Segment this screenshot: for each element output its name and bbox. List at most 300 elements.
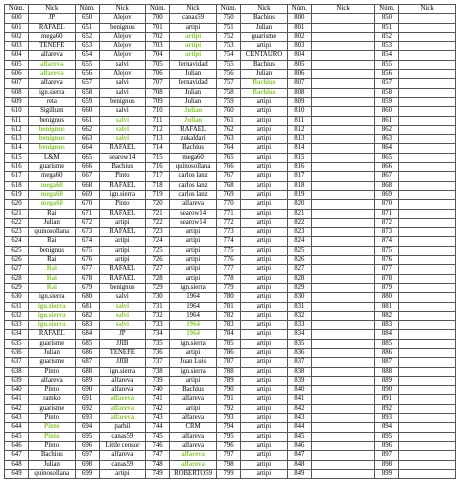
table-row	[5, 274, 456, 283]
number-cell: 680	[75, 293, 99, 302]
nick-cell: Julian	[170, 107, 217, 116]
number-cell: 860	[375, 107, 399, 116]
nick-header: Nick	[29, 5, 76, 14]
nick-cell: alfareva	[99, 451, 146, 460]
number-cell: 690	[75, 386, 99, 395]
nick-cell: TENEFE	[29, 42, 76, 51]
number-cell: 887	[375, 358, 399, 367]
number-cell: 750	[217, 14, 241, 23]
number-cell: 613	[5, 135, 29, 144]
nick-cell	[399, 14, 456, 23]
number-cell: 616	[5, 163, 29, 172]
nick-cell: artipi	[170, 51, 217, 60]
number-cell: 688	[75, 367, 99, 376]
number-cell: 844	[287, 423, 311, 432]
nick-cell: artipi	[170, 256, 217, 265]
number-cell: 889	[375, 376, 399, 385]
num-header: Núm.	[146, 5, 170, 14]
number-cell: 724	[146, 237, 170, 246]
nick-cell	[311, 451, 375, 460]
nick-cell: artipi	[241, 97, 288, 106]
table-row	[5, 469, 456, 478]
nick-cell: artipi	[241, 432, 288, 441]
number-cell: 726	[146, 256, 170, 265]
nick-cell: salvi	[99, 135, 146, 144]
number-cell: 712	[146, 125, 170, 134]
number-cell: 819	[287, 190, 311, 199]
nick-cell: mega60	[29, 172, 76, 181]
number-cell: 728	[146, 274, 170, 283]
number-cell: 667	[75, 172, 99, 181]
nick-cell: JP	[99, 330, 146, 339]
number-cell: 715	[146, 153, 170, 162]
nick-cell	[311, 293, 375, 302]
number-cell: 644	[5, 423, 29, 432]
table-row	[5, 60, 456, 69]
table-row	[5, 14, 456, 23]
nick-cell: artipi	[241, 283, 288, 292]
number-cell: 770	[217, 200, 241, 209]
number-cell: 687	[75, 358, 99, 367]
number-cell: 691	[75, 395, 99, 404]
nick-cell: RAFAEL	[99, 265, 146, 274]
number-cell: 608	[5, 88, 29, 97]
nick-cell	[399, 23, 456, 32]
nick-cell	[399, 79, 456, 88]
number-cell: 699	[75, 469, 99, 478]
nick-cell: artipi	[170, 265, 217, 274]
number-cell: 634	[5, 330, 29, 339]
table-row	[5, 237, 456, 246]
nick-cell: Rai	[29, 256, 76, 265]
nick-cell	[399, 42, 456, 51]
number-cell: 718	[146, 181, 170, 190]
nick-cell	[399, 376, 456, 385]
nick-cell	[399, 404, 456, 413]
nick-cell	[311, 218, 375, 227]
nick-cell	[311, 144, 375, 153]
nick-cell: benignus	[29, 144, 76, 153]
nick-cell	[399, 116, 456, 125]
nick-cell	[399, 274, 456, 283]
table-row	[5, 32, 456, 41]
nick-cell	[399, 135, 456, 144]
number-cell: 811	[287, 116, 311, 125]
nick-cell: artipi	[241, 163, 288, 172]
nick-cell: artipi	[241, 441, 288, 450]
number-cell: 802	[287, 32, 311, 41]
number-cell: 673	[75, 228, 99, 237]
number-cell: 840	[287, 386, 311, 395]
number-cell: 717	[146, 172, 170, 181]
nick-cell: Alejov	[99, 14, 146, 23]
nick-cell	[399, 432, 456, 441]
number-cell: 755	[217, 60, 241, 69]
nick-cell: ramko	[29, 395, 76, 404]
nick-cell: benignus	[29, 125, 76, 134]
number-cell: 769	[217, 190, 241, 199]
nick-cell: alfareva	[99, 376, 146, 385]
nick-cell: artipi	[99, 237, 146, 246]
nick-cell: Julian	[29, 348, 76, 357]
nick-cell: Bachius	[241, 60, 288, 69]
nick-cell	[311, 460, 375, 469]
nick-cell: salvi	[99, 311, 146, 320]
number-cell: 639	[5, 376, 29, 385]
num-header: Núm.	[217, 5, 241, 14]
number-cell: 861	[375, 116, 399, 125]
nick-cell	[399, 51, 456, 60]
number-cell: 736	[146, 348, 170, 357]
nick-cell: alfareva	[29, 376, 76, 385]
number-cell: 788	[217, 367, 241, 376]
nick-cell: RAFAEL	[170, 125, 217, 134]
number-cell: 807	[287, 79, 311, 88]
number-cell: 830	[287, 293, 311, 302]
nick-cell: RAFAEL	[99, 181, 146, 190]
nick-header: Nick	[99, 5, 146, 14]
number-cell: 624	[5, 237, 29, 246]
number-cell: 730	[146, 293, 170, 302]
number-cell: 805	[287, 60, 311, 69]
table-row	[5, 228, 456, 237]
number-cell: 641	[5, 395, 29, 404]
number-cell: 832	[287, 311, 311, 320]
nick-cell	[399, 330, 456, 339]
number-cell: 695	[75, 432, 99, 441]
table-row	[5, 153, 456, 162]
number-cell: 633	[5, 321, 29, 330]
nick-cell: artipi	[99, 218, 146, 227]
num-header: Núm.	[75, 5, 99, 14]
nick-cell	[311, 302, 375, 311]
number-cell: 806	[287, 70, 311, 79]
nick-cell: mega60	[170, 153, 217, 162]
number-cell: 681	[75, 302, 99, 311]
nick-cell	[311, 79, 375, 88]
table-row	[5, 376, 456, 385]
nick-cell	[311, 386, 375, 395]
nick-cell: artipi	[241, 218, 288, 227]
table-row	[5, 116, 456, 125]
nick-cell	[399, 181, 456, 190]
number-cell: 645	[5, 432, 29, 441]
nick-cell: ign.sierra	[170, 367, 217, 376]
number-cell: 884	[375, 330, 399, 339]
number-cell: 747	[146, 451, 170, 460]
number-cell: 693	[75, 414, 99, 423]
nick-cell: artipi	[241, 321, 288, 330]
nick-cell: ign.sierra	[29, 302, 76, 311]
nick-cell	[311, 14, 375, 23]
table-row	[5, 358, 456, 367]
nick-cell	[399, 125, 456, 134]
number-cell: 894	[375, 423, 399, 432]
number-cell: 620	[5, 200, 29, 209]
nick-cell: parbil	[99, 423, 146, 432]
number-cell: 630	[5, 293, 29, 302]
nick-cell	[311, 135, 375, 144]
number-cell: 732	[146, 311, 170, 320]
number-cell: 638	[5, 367, 29, 376]
number-cell: 748	[146, 460, 170, 469]
nick-cell	[399, 107, 456, 116]
number-cell: 847	[287, 451, 311, 460]
number-cell: 612	[5, 125, 29, 134]
nick-cell	[311, 163, 375, 172]
number-cell: 839	[287, 376, 311, 385]
number-cell: 797	[217, 451, 241, 460]
nick-cell: carlos lanz	[170, 181, 217, 190]
nick-cell	[399, 163, 456, 172]
nick-cell: Pinto	[99, 200, 146, 209]
number-cell: 600	[5, 14, 29, 23]
nick-cell: canas59	[99, 432, 146, 441]
nick-cell	[399, 311, 456, 320]
nick-cell	[399, 246, 456, 255]
number-cell: 798	[217, 460, 241, 469]
nick-cell: benignus	[99, 283, 146, 292]
number-cell: 627	[5, 265, 29, 274]
number-cell: 809	[287, 97, 311, 106]
nick-cell: ign.sierra	[29, 321, 76, 330]
number-cell: 658	[75, 88, 99, 97]
nick-cell: mega60	[29, 200, 76, 209]
number-cell: 821	[287, 209, 311, 218]
number-cell: 803	[287, 42, 311, 51]
number-cell: 870	[375, 200, 399, 209]
table-row	[5, 209, 456, 218]
assignment-table	[4, 4, 456, 479]
number-cell: 793	[217, 414, 241, 423]
nick-cell: ign.sierra	[170, 283, 217, 292]
nick-cell: artipi	[170, 228, 217, 237]
nick-cell	[399, 70, 456, 79]
table-row	[5, 163, 456, 172]
number-cell: 640	[5, 386, 29, 395]
number-cell: 822	[287, 218, 311, 227]
number-cell: 867	[375, 172, 399, 181]
number-cell: 775	[217, 246, 241, 255]
number-cell: 800	[287, 14, 311, 23]
number-cell: 810	[287, 107, 311, 116]
nick-cell: Rai	[29, 237, 76, 246]
nick-cell: ign.sierra	[170, 339, 217, 348]
nick-cell	[311, 88, 375, 97]
nick-header: Nick	[170, 5, 217, 14]
nick-cell	[399, 32, 456, 41]
number-cell: 708	[146, 88, 170, 97]
nick-cell: Bachius	[29, 451, 76, 460]
number-cell: 677	[75, 265, 99, 274]
nick-cell: JP	[29, 14, 76, 23]
number-cell: 679	[75, 283, 99, 292]
number-cell: 790	[217, 386, 241, 395]
nick-cell: mega60	[29, 190, 76, 199]
table-row	[5, 246, 456, 255]
number-cell: 882	[375, 311, 399, 320]
number-cell: 626	[5, 256, 29, 265]
number-cell: 874	[375, 237, 399, 246]
nick-cell: alfareva	[29, 70, 76, 79]
nick-cell: alfareva	[170, 395, 217, 404]
number-cell: 829	[287, 283, 311, 292]
number-cell: 674	[75, 237, 99, 246]
nick-cell	[311, 348, 375, 357]
number-cell: 756	[217, 70, 241, 79]
number-cell: 714	[146, 144, 170, 153]
nick-cell: artipi	[241, 311, 288, 320]
nick-cell	[399, 367, 456, 376]
number-cell: 648	[5, 460, 29, 469]
table-row	[5, 414, 456, 423]
number-cell: 697	[75, 451, 99, 460]
number-cell: 850	[375, 14, 399, 23]
nick-cell: TENEFE	[99, 348, 146, 357]
table-row	[5, 172, 456, 181]
nick-cell: artipi	[170, 404, 217, 413]
table-row	[5, 423, 456, 432]
number-cell: 657	[75, 79, 99, 88]
nick-cell	[311, 97, 375, 106]
number-cell: 781	[217, 302, 241, 311]
nick-cell	[311, 60, 375, 69]
nick-cell: Sigillum	[29, 107, 76, 116]
nick-cell: salvi	[99, 107, 146, 116]
number-cell: 752	[217, 32, 241, 41]
nick-cell: ROBERTO59	[170, 469, 217, 478]
nick-cell: Rai	[29, 209, 76, 218]
number-cell: 816	[287, 163, 311, 172]
number-cell: 710	[146, 107, 170, 116]
nick-cell: artipi	[241, 460, 288, 469]
nick-cell	[311, 339, 375, 348]
nick-cell: Rai	[29, 265, 76, 274]
number-cell: 609	[5, 97, 29, 106]
number-cell: 753	[217, 42, 241, 51]
number-cell: 791	[217, 395, 241, 404]
number-cell: 660	[75, 107, 99, 116]
number-cell: 885	[375, 339, 399, 348]
nick-cell: JJIB	[99, 358, 146, 367]
number-cell: 856	[375, 70, 399, 79]
number-cell: 702	[146, 32, 170, 41]
nick-cell: zukaldari	[170, 135, 217, 144]
number-cell: 754	[217, 51, 241, 60]
table-row	[5, 311, 456, 320]
number-cell: 782	[217, 311, 241, 320]
nick-cell: Bachius	[170, 144, 217, 153]
nick-cell: artipi	[241, 144, 288, 153]
nick-cell: salvi	[99, 116, 146, 125]
nick-cell: artipi	[241, 386, 288, 395]
number-cell: 761	[217, 116, 241, 125]
number-cell: 621	[5, 209, 29, 218]
number-cell: 636	[5, 348, 29, 357]
number-cell: 642	[5, 404, 29, 413]
number-cell: 651	[75, 23, 99, 32]
nick-cell: artipi	[241, 135, 288, 144]
number-cell: 857	[375, 79, 399, 88]
number-cell: 692	[75, 404, 99, 413]
number-cell: 863	[375, 135, 399, 144]
nick-cell: artipi	[99, 246, 146, 255]
number-cell: 725	[146, 246, 170, 255]
number-cell: 767	[217, 172, 241, 181]
number-cell: 795	[217, 432, 241, 441]
nick-cell: artipi	[241, 172, 288, 181]
nick-cell	[399, 469, 456, 478]
number-cell: 849	[287, 469, 311, 478]
number-cell: 685	[75, 339, 99, 348]
nick-cell	[311, 200, 375, 209]
table-row	[5, 79, 456, 88]
nick-cell: salvi	[99, 79, 146, 88]
nick-cell: artipi	[170, 237, 217, 246]
number-cell: 758	[217, 88, 241, 97]
number-cell: 886	[375, 348, 399, 357]
nick-cell	[311, 469, 375, 478]
number-cell: 605	[5, 60, 29, 69]
table-row	[5, 125, 456, 134]
number-cell: 772	[217, 218, 241, 227]
number-cell: 879	[375, 283, 399, 292]
number-cell: 727	[146, 265, 170, 274]
number-cell: 700	[146, 14, 170, 23]
number-cell: 823	[287, 228, 311, 237]
nick-cell: ign.sierra	[29, 293, 76, 302]
nick-cell: artipi	[241, 200, 288, 209]
nick-cell: artipi	[241, 423, 288, 432]
table-row	[5, 386, 456, 395]
number-cell: 617	[5, 172, 29, 181]
number-cell: 835	[287, 339, 311, 348]
number-cell: 622	[5, 218, 29, 227]
nick-cell	[311, 404, 375, 413]
nick-cell: Pinto	[29, 386, 76, 395]
table-row	[5, 135, 456, 144]
number-cell: 804	[287, 51, 311, 60]
nick-cell: canas59	[170, 14, 217, 23]
nick-cell: RAFAEL	[99, 209, 146, 218]
nick-cell: searow14	[170, 209, 217, 218]
nick-cell: artipi	[241, 246, 288, 255]
number-cell: 721	[146, 209, 170, 218]
nick-cell: artipi	[241, 42, 288, 51]
number-cell: 731	[146, 302, 170, 311]
number-cell: 888	[375, 367, 399, 376]
nick-cell: Little censor	[99, 441, 146, 450]
nick-cell: mega60	[29, 181, 76, 190]
table-row	[5, 181, 456, 190]
nick-cell: Julian	[29, 460, 76, 469]
nick-cell: alfareva	[170, 460, 217, 469]
nick-cell: artipi	[241, 376, 288, 385]
number-cell: 765	[217, 153, 241, 162]
nick-cell: benignus	[99, 23, 146, 32]
number-cell: 607	[5, 79, 29, 88]
number-cell: 773	[217, 228, 241, 237]
number-cell: 837	[287, 358, 311, 367]
nick-cell	[399, 414, 456, 423]
number-cell: 611	[5, 116, 29, 125]
number-cell: 896	[375, 441, 399, 450]
number-cell: 722	[146, 218, 170, 227]
number-cell: 792	[217, 404, 241, 413]
nick-cell: Alejov	[99, 32, 146, 41]
table-row	[5, 97, 456, 106]
number-cell: 676	[75, 256, 99, 265]
